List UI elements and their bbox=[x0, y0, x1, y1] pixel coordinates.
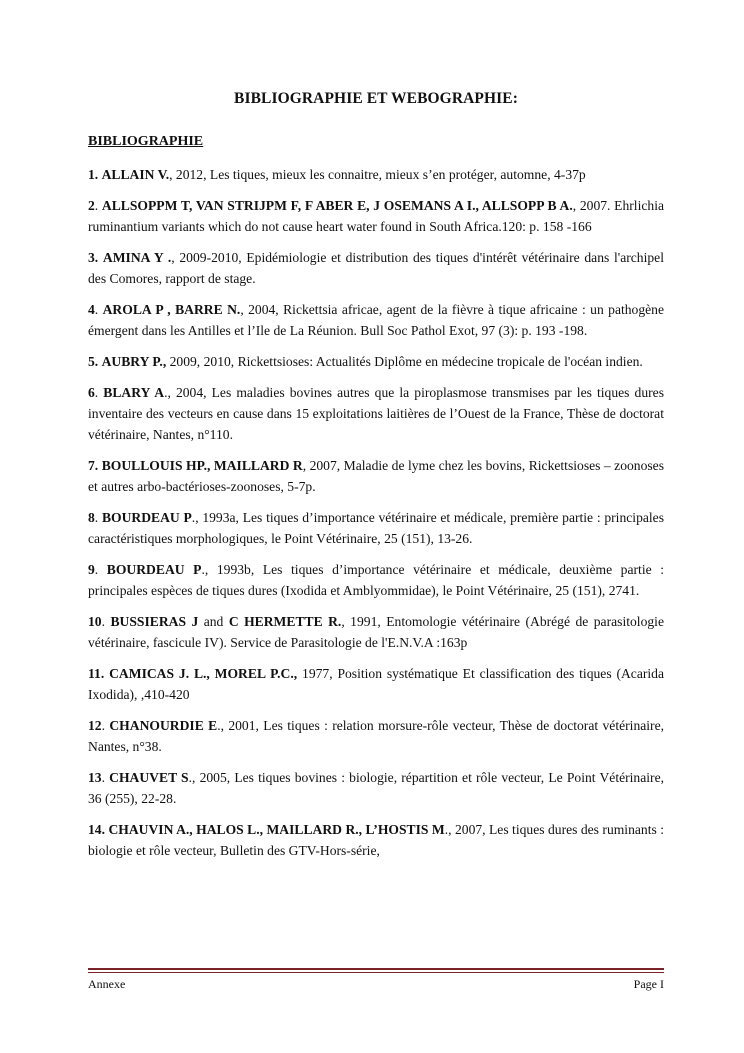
reference-item: 9. BOURDEAU P., 1993b, Les tiques d’importance vétérinaire et médicale, deuxième partie : principales espèces de tiques dures (Ixodida et Amblyommidae), le Point Vétérinaire, 25 (151), 2741. bbox=[88, 562, 664, 598]
reference-text: , 2007, Maladie de lyme chez les bovins, Rickettsioses – zoonoses et autres arbo-bactérioses-zoonoses, 5-7p. bbox=[88, 458, 665, 494]
reference-authors: AROLA P , BARRE N. bbox=[102, 302, 241, 317]
reference-authors: BUSSIERAS J bbox=[110, 614, 199, 629]
reference-authors: CHAUVIN A., HALOS L., MAILLARD R., L’HOSTIS M bbox=[108, 822, 445, 837]
reference-authors: AUBRY P., bbox=[101, 354, 167, 369]
reference-number: 6 bbox=[88, 385, 95, 400]
reference-text: , 1991, Entomologie vétérinaire (Abrégé de parasitologie vétérinaire, fascicule IV). Service de Parasitologie de l'E.N.V.A :163p bbox=[88, 614, 664, 650]
reference-authors: ALLAIN V. bbox=[101, 167, 170, 182]
page-number: Page I bbox=[633, 977, 664, 991]
reference-text: , 2007. Ehrlichia ruminantium variants which do not cause heart water found in South Africa.120: p. 158 -166 bbox=[88, 198, 664, 234]
reference-authors: CAMICAS J. L., MOREL P.C., bbox=[109, 666, 298, 681]
reference-text: ., 2007, Les tiques dures des ruminants : biologie et rôle vecteur, Bulletin des GTV-Hors-série, bbox=[88, 822, 664, 858]
reference-conjunction: and bbox=[198, 614, 229, 629]
reference-text: , 2012, Les tiques, mieux les connaitre, mieux s’en protéger, automne, 4-37p bbox=[169, 167, 586, 182]
reference-item bbox=[88, 663, 664, 705]
reference-number: 3. bbox=[88, 250, 99, 265]
reference-number: 8 bbox=[88, 510, 95, 525]
reference-item: 13. CHAUVET S., 2005, Les tiques bovines : biologie, répartition et rôle vecteur, Le Point Vétérinaire, 36 (255), 22-28. bbox=[88, 770, 664, 806]
footer-label: Annexe bbox=[88, 977, 126, 991]
reference-authors: BOURDEAU P bbox=[101, 510, 192, 525]
reference-text: ., 1993a, Les tiques d’importance vétérinaire et médicale, première partie : principales caractéristiques morphologiques, le Point Vétérinaire, 25 (151), 13-26. bbox=[88, 510, 664, 546]
reference-text: 2009, 2010, Rickettsioses: Actualités Diplôme en médecine tropicale de l'océan indien. bbox=[166, 354, 643, 369]
reference-item: 12. CHANOURDIE E., 2001, Les tiques : relation morsure-rôle vecteur, Thèse de doctorat vétérinaire, Nantes, n°38. bbox=[88, 718, 665, 754]
reference-number: 5. bbox=[88, 354, 99, 369]
reference-item bbox=[88, 455, 664, 497]
reference-text: ., 1993b, Les tiques d’importance vétérinaire et médicale, deuxième partie : principales espèces de tiques dures (Ixodida et Amblyommidae), le Point Vétérinaire, 25 (151), 2741. bbox=[88, 562, 664, 598]
reference-number: 12 bbox=[88, 718, 102, 733]
page-title: BIBLIOGRAPHIE ET WEBOGRAPHIE: bbox=[234, 90, 518, 107]
reference-authors: ALLSOPPM T, VAN STRIJPM F, F ABER E, J OSEMANS A I., ALLSOPP B A. bbox=[101, 198, 573, 213]
reference-text: ., 2005, Les tiques bovines : biologie, répartition et rôle vecteur, Le Point Vétérinaire, 36 (255), 22-28. bbox=[88, 770, 664, 806]
reference-text: ., 2001, Les tiques : relation morsure-rôle vecteur, Thèse de doctorat vétérinaire, Nantes, n°38. bbox=[88, 718, 665, 754]
reference-number: 13 bbox=[88, 770, 102, 785]
reference-item: 2. ALLSOPPM T, VAN STRIJPM F, F ABER E, J OSEMANS A I., ALLSOPP B A., 2007. Ehrlichia ruminantium variants which do not cause heart water found in South Africa.120: p. 158 -166 bbox=[88, 198, 664, 234]
reference-number: 1. bbox=[88, 167, 99, 182]
reference-item bbox=[88, 351, 664, 372]
reference-number: 4 bbox=[88, 302, 95, 317]
reference-authors: BLARY A bbox=[103, 385, 165, 400]
reference-number: 11. bbox=[88, 666, 105, 681]
reference-list bbox=[88, 164, 664, 871]
section-heading: BIBLIOGRAPHIE bbox=[88, 134, 204, 149]
reference-item: 8. BOURDEAU P., 1993a, Les tiques d’importance vétérinaire et médicale, première partie : principales caractéristiques morphologiques, le Point Vétérinaire, 25 (151), 13-26. bbox=[88, 510, 664, 546]
reference-item: 4. AROLA P , BARRE N., 2004, Rickettsia africae, agent de la fièvre à tique africaine : un pathogène émergent dans les Antilles et l’Ile de La Réunion. Bull Soc Pathol Exot, 97 (3): p. 193 -198. bbox=[88, 302, 665, 338]
reference-number: 2 bbox=[88, 198, 95, 213]
reference-authors: AMINA Y . bbox=[102, 250, 172, 265]
reference-item bbox=[88, 164, 664, 185]
reference-item bbox=[88, 247, 664, 289]
reference-text: ., 2004, Les maladies bovines autres que la piroplasmose transmises par les tiques dures inventaire des vecteurs en cause dans 15 exploitations laitières de l’Ouest de la France, Thèse de doctorat vétérinaire, Nantes, n°110. bbox=[88, 385, 664, 442]
reference-number: 9 bbox=[88, 562, 95, 577]
reference-number: 7. bbox=[88, 458, 99, 473]
reference-number: 14. bbox=[88, 822, 105, 837]
reference-authors: CHANOURDIE E bbox=[109, 718, 218, 733]
reference-number: 10 bbox=[88, 614, 102, 629]
reference-authors-secondary: C HERMETTE R. bbox=[228, 614, 342, 629]
reference-item: 6. BLARY A., 2004, Les maladies bovines autres que la piroplasmose transmises par les tiques dures inventaire des vecteurs en cause dans 15 exploitations laitières de l’Ouest de la France, Thèse de doctorat vétérinaire, Nantes, n°110. bbox=[88, 385, 664, 442]
reference-authors: BOULLOUIS HP., MAILLARD R bbox=[101, 458, 303, 473]
reference-item bbox=[88, 819, 664, 861]
footer-divider bbox=[88, 968, 664, 970]
reference-authors: BOURDEAU P bbox=[106, 562, 202, 577]
reference-item: 10. BUSSIERAS J and C HERMETTE R., 1991, Entomologie vétérinaire (Abrégé de parasitologie vétérinaire, fascicule IV). Service de Parasitologie de l'E.N.V.A :163p bbox=[88, 614, 664, 650]
reference-authors: CHAUVET S bbox=[109, 770, 189, 785]
reference-text: , 2004, Rickettsia africae, agent de la fièvre à tique africaine : un pathogène émergent dans les Antilles et l’Ile de La Réunion. Bull Soc Pathol Exot, 97 (3): p. 193 -198. bbox=[88, 302, 665, 338]
reference-text: , 2009-2010, Epidémiologie et distribution des tiques d'intérêt vétérinaire dans l'archipel des Comores, rapport de stage. bbox=[88, 250, 664, 286]
reference-text: 1977, Position systématique Et classification des tiques (Acarida Ixodida), ,410-420 bbox=[88, 666, 664, 702]
footer-divider-thin bbox=[88, 972, 664, 973]
